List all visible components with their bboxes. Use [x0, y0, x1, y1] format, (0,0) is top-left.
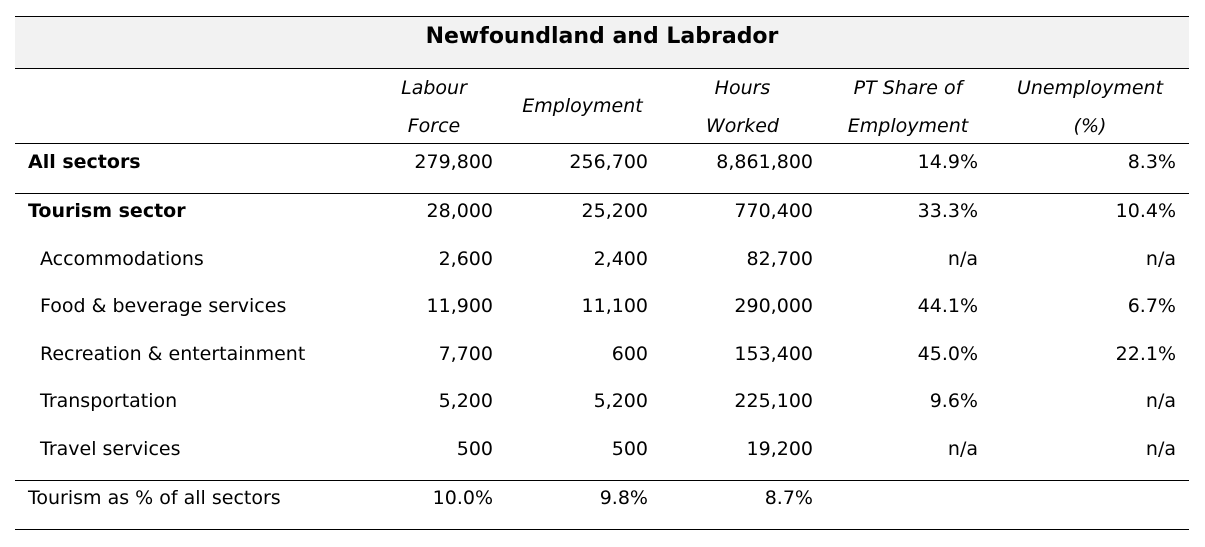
cell-unemployment: 6.7%: [1127, 295, 1176, 317]
cell-labour-force: 5,200: [438, 390, 493, 412]
row-label: Accommodations: [40, 248, 204, 270]
header-hours-worked: [690, 69, 795, 145]
cell-labour-force: 10.0%: [432, 487, 493, 509]
cell-labour-force: 7,700: [438, 343, 493, 365]
header-pt-share-line1: PT Share of: [853, 77, 963, 99]
cell-employment: 600: [611, 343, 648, 365]
header-labour-force: [380, 69, 488, 145]
row-label: Tourism sector: [28, 200, 186, 222]
cell-unemployment: 10.4%: [1115, 200, 1176, 222]
cell-pt-share: 44.1%: [917, 295, 978, 317]
cell-labour-force: 28,000: [426, 200, 493, 222]
header-divider: [15, 143, 1189, 144]
header-employment: [505, 87, 660, 125]
table-bottom-rule: [15, 529, 1189, 530]
cell-hours-worked: 19,200: [746, 438, 813, 460]
all-sectors-divider: [15, 193, 1189, 194]
header-labour-force-line1: Labour: [401, 77, 467, 99]
cell-labour-force: 11,900: [426, 295, 493, 317]
header-hours-worked-line1: Hours: [714, 77, 771, 99]
cell-employment: 256,700: [569, 151, 648, 173]
cell-pt-share: n/a: [947, 248, 978, 270]
cell-employment: 5,200: [593, 390, 648, 412]
row-label: All sectors: [28, 151, 141, 173]
header-unemployment-line1: Unemployment: [1016, 77, 1164, 99]
cell-hours-worked: 82,700: [746, 248, 813, 270]
title-band: [15, 16, 1189, 69]
cell-labour-force: 500: [456, 438, 493, 460]
cell-employment: 25,200: [581, 200, 648, 222]
cell-labour-force: 2,600: [438, 248, 493, 270]
row-label: Food & beverage services: [40, 295, 287, 317]
cell-pt-share: 14.9%: [917, 151, 978, 173]
cell-unemployment: 8.3%: [1127, 151, 1176, 173]
header-pt-share-line2: Employment: [847, 115, 969, 137]
row-label: Recreation & entertainment: [40, 343, 306, 365]
header-employment-line1: Employment: [522, 95, 643, 117]
cell-pt-share: 45.0%: [917, 343, 978, 365]
cell-hours-worked: 225,100: [734, 390, 813, 412]
table-title: Newfoundland and Labrador: [425, 23, 779, 49]
cell-hours-worked: 290,000: [734, 295, 813, 317]
row-label: Travel services: [40, 438, 181, 460]
cell-pt-share: 33.3%: [917, 200, 978, 222]
cell-unemployment: n/a: [1145, 390, 1176, 412]
header-unemployment: [1000, 69, 1180, 145]
header-labour-force-line2: Force: [407, 115, 461, 137]
cell-unemployment: n/a: [1145, 248, 1176, 270]
cell-unemployment: n/a: [1145, 438, 1176, 460]
cell-employment: 2,400: [593, 248, 648, 270]
cell-employment: 11,100: [581, 295, 648, 317]
cell-hours-worked: 153,400: [734, 343, 813, 365]
cell-hours-worked: 770,400: [734, 200, 813, 222]
cell-pt-share: n/a: [947, 438, 978, 460]
row-label: Transportation: [40, 390, 178, 412]
cell-unemployment: 22.1%: [1115, 343, 1176, 365]
cell-hours-worked: 8,861,800: [716, 151, 813, 173]
header-unemployment-line2: (%): [1073, 115, 1107, 137]
cell-pt-share: 9.6%: [929, 390, 978, 412]
header-hours-worked-line2: Worked: [706, 115, 779, 137]
cell-labour-force: 279,800: [414, 151, 493, 173]
subtotal-divider: [15, 480, 1189, 481]
row-label: Tourism as % of all sectors: [28, 487, 281, 509]
cell-employment: 500: [611, 438, 648, 460]
header-pt-share: [833, 69, 983, 145]
cell-hours-worked: 8.7%: [764, 487, 813, 509]
cell-employment: 9.8%: [599, 487, 648, 509]
